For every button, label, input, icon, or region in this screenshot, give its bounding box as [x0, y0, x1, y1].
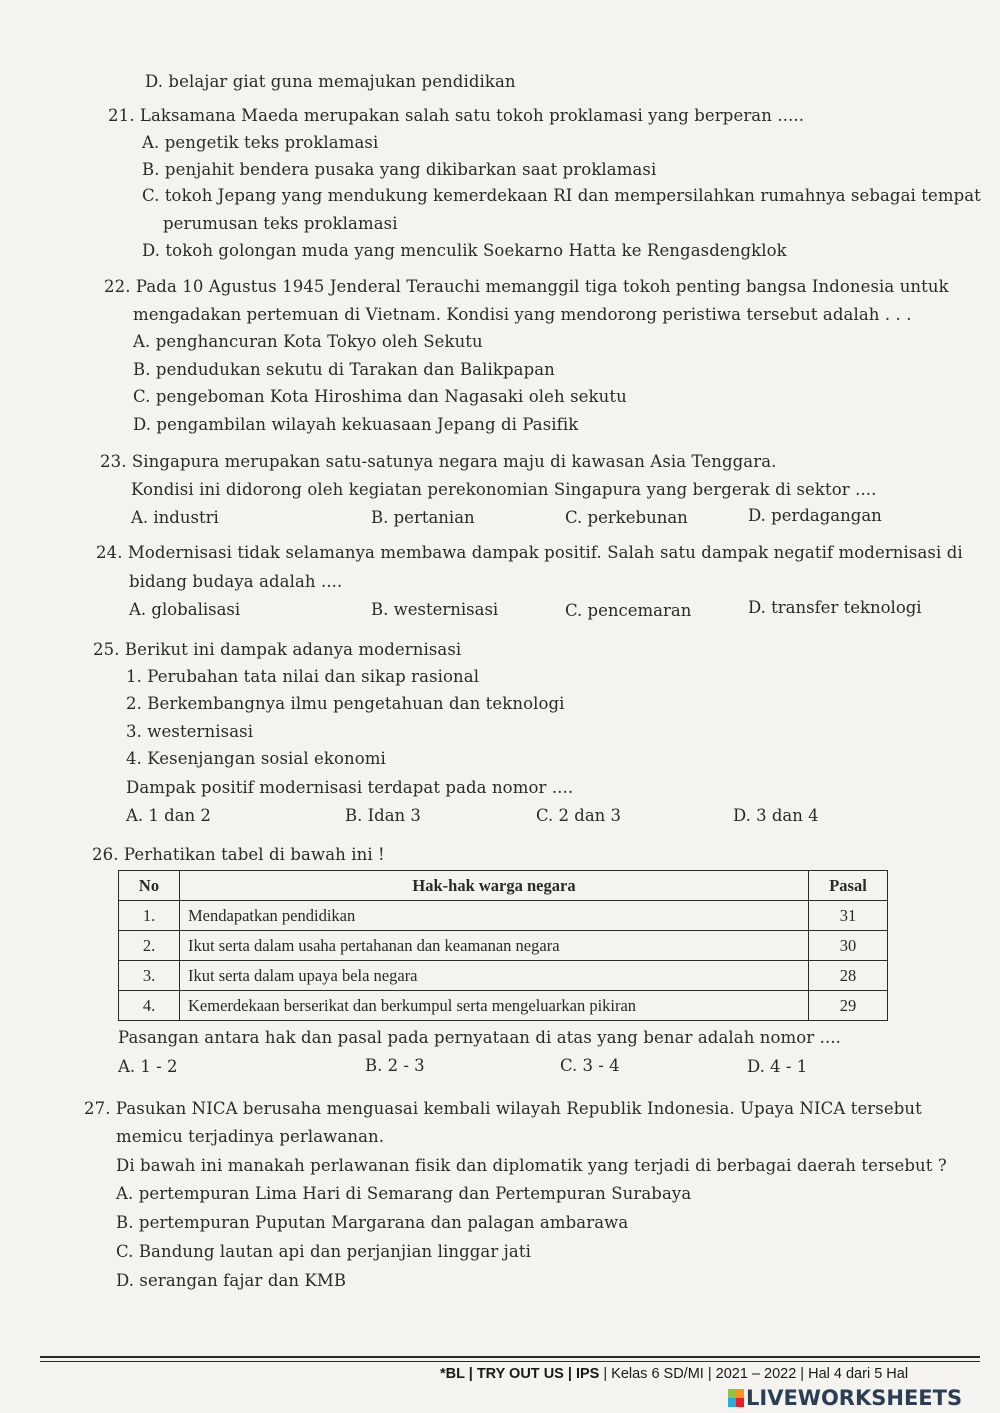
table-cell-no: 3.: [119, 961, 180, 991]
q26-option-a: A. 1 - 2: [118, 1057, 178, 1076]
watermark-text: LIVEWORKSHEETS: [746, 1386, 963, 1410]
q22-option-b: B. pendudukan sekutu di Tarakan dan Balikpapan: [133, 360, 555, 379]
table-cell-no: 4.: [119, 991, 180, 1021]
table-header-rights: Hak-hak warga negara: [180, 871, 809, 901]
table-header-row: [119, 871, 888, 901]
q21-option-a: A. pengetik teks proklamasi: [142, 133, 379, 152]
q22-option-a: A. penghancuran Kota Tokyo oleh Sekutu: [133, 332, 483, 351]
q24-option-a: A. globalisasi: [129, 600, 241, 619]
table-cell-no: 1.: [119, 901, 180, 931]
q27-option-c: C. Bandung lautan api dan perjanjian linggar jati: [116, 1242, 531, 1261]
q25-item-4: 4. Kesenjangan sosial ekonomi: [126, 749, 386, 768]
liveworksheets-logo-icon: [728, 1389, 744, 1407]
q24-option-c: C. pencemaran: [565, 601, 692, 620]
q23-option-b: B. pertanian: [371, 508, 475, 527]
footer-class-info: | Kelas 6 SD/MI | 2021 – 2022 | Hal 4 dari 5 Hal: [599, 1366, 909, 1382]
q26-option-c: C. 3 - 4: [560, 1056, 620, 1075]
footer-exam-code: *BL | TRY OUT US | IPS: [440, 1366, 600, 1382]
q23-question-line2: Kondisi ini didorong oleh kegiatan perekonomian Singapura yang bergerak di sektor ....: [131, 480, 877, 499]
liveworksheets-watermark: [728, 1386, 962, 1410]
q24-option-b: B. westernisasi: [371, 600, 499, 619]
table-cell-pasal: 29: [809, 991, 888, 1021]
q21-option-c: C. tokoh Jepang yang mendukung kemerdekaan RI dan mempersilahkan rumahnya sebagai tempat: [142, 186, 981, 205]
q26-question-line2: Pasangan antara hak dan pasal pada pernyataan di atas yang benar adalah nomor ....: [118, 1028, 842, 1047]
q25-item-1: 1. Perubahan tata nilai dan sikap rasional: [126, 667, 480, 686]
table-cell-pasal: 30: [809, 931, 888, 961]
rights-table: [118, 870, 888, 1021]
page-footer: [440, 1366, 908, 1382]
q21-option-d: D. tokoh golongan muda yang menculik Soekarno Hatta ke Rengasdengklok: [142, 241, 787, 260]
q25-question: 25. Berikut ini dampak adanya modernisasi: [93, 640, 462, 659]
q25-option-c: C. 2 dan 3: [536, 806, 622, 825]
q27-option-a: A. pertempuran Lima Hari di Semarang dan Pertempuran Surabaya: [116, 1184, 692, 1203]
table-cell-right: Ikut serta dalam upaya bela negara: [180, 961, 809, 991]
q22-question-line1: 22. Pada 10 Agustus 1945 Jenderal Terauchi memanggil tiga tokoh penting bangsa Indonesia untuk: [104, 277, 949, 296]
q27-option-b: B. pertempuran Puputan Margarana dan palagan ambarawa: [116, 1213, 629, 1232]
q23-option-a: A. industri: [131, 508, 219, 527]
q22-option-d: D. pengambilan wilayah kekuasaan Jepang di Pasifik: [133, 415, 579, 434]
q25-item-2: 2. Berkembangnya ilmu pengetahuan dan teknologi: [126, 694, 565, 713]
q22-question-line2: mengadakan pertemuan di Vietnam. Kondisi yang mendorong peristiwa tersebut adalah . . .: [133, 305, 912, 324]
q21-option-c-cont: perumusan teks proklamasi: [163, 214, 398, 233]
table-cell-right: Mendapatkan pendidikan: [180, 901, 809, 931]
footer-divider-thin: [40, 1361, 980, 1362]
table-cell-right: Ikut serta dalam usaha pertahanan dan keamanan negara: [180, 931, 809, 961]
q25-option-d: D. 3 dan 4: [733, 806, 819, 825]
q25-item-3: 3. westernisasi: [126, 722, 254, 741]
q27-question-line2: memicu terjadinya perlawanan.: [116, 1127, 385, 1146]
q20-option-d: D. belajar giat guna memajukan pendidikan: [145, 72, 516, 91]
q27-option-d: D. serangan fajar dan KMB: [116, 1271, 347, 1290]
q22-option-c: C. pengeboman Kota Hiroshima dan Nagasaki oleh sekutu: [133, 387, 627, 406]
q23-option-d: D. perdagangan: [748, 506, 882, 525]
q26-option-b: B. 2 - 3: [365, 1056, 425, 1075]
q23-option-c: C. perkebunan: [565, 508, 688, 527]
table-row: [119, 901, 888, 931]
table-header-pasal: Pasal: [809, 871, 888, 901]
q23-question-line1: 23. Singapura merupakan satu-satunya negara maju di kawasan Asia Tenggara.: [100, 452, 777, 471]
q21-question: 21. Laksamana Maeda merupakan salah satu tokoh proklamasi yang berperan .....: [108, 106, 805, 125]
q24-question-line2: bidang budaya adalah ....: [129, 572, 343, 591]
table-cell-pasal: 28: [809, 961, 888, 991]
table-cell-no: 2.: [119, 931, 180, 961]
table-row: [119, 991, 888, 1021]
q27-question-line1: 27. Pasukan NICA berusaha menguasai kembali wilayah Republik Indonesia. Upaya NICA tersebut: [84, 1099, 922, 1118]
q26-question: 26. Perhatikan tabel di bawah ini !: [92, 845, 385, 864]
table-cell-pasal: 31: [809, 901, 888, 931]
q24-question-line1: 24. Modernisasi tidak selamanya membawa dampak positif. Salah satu dampak negatif modernisasi di: [96, 543, 963, 562]
table-header-no: No: [119, 871, 180, 901]
footer-divider: [40, 1356, 980, 1358]
q24-option-d: D. transfer teknologi: [748, 598, 922, 617]
table-row: [119, 961, 888, 991]
q25-option-a: A. 1 dan 2: [126, 806, 211, 825]
q25-option-b: B. Idan 3: [345, 806, 421, 825]
q25-question-line2: Dampak positif modernisasi terdapat pada nomor ....: [126, 778, 574, 797]
q21-option-b: B. penjahit bendera pusaka yang dikibarkan saat proklamasi: [142, 160, 657, 179]
q27-question-line3: Di bawah ini manakah perlawanan fisik dan diplomatik yang terjadi di berbagai daerah tersebut ?: [116, 1156, 947, 1175]
q26-option-d: D. 4 - 1: [747, 1057, 808, 1076]
table-row: [119, 931, 888, 961]
table-cell-right: Kemerdekaan berserikat dan berkumpul serta mengeluarkan pikiran: [180, 991, 809, 1021]
